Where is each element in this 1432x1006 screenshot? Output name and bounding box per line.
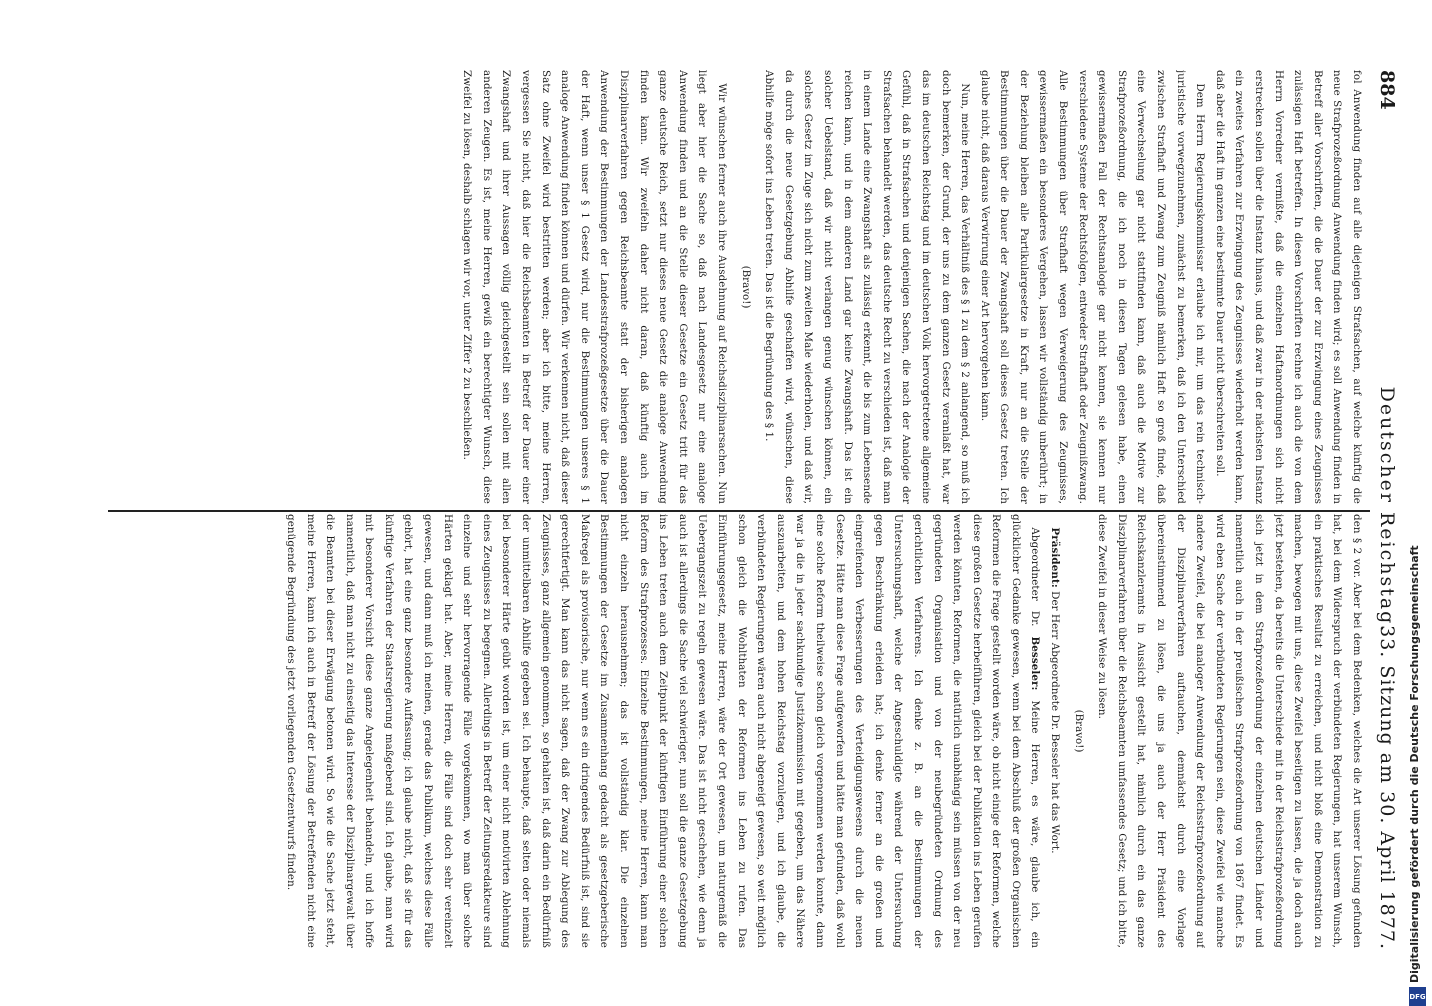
speech-paragraph <box>280 514 1044 948</box>
session-heading: 33. Sitzung am 30. April 1877. <box>1376 625 1398 950</box>
running-head <box>1374 70 1398 950</box>
paragraph: den § 2 vor. Aber bei dem Bedenken, welches die Art unserer Lösung gefunden hat, bei dem Widerspruch der verbündeten Regierungen, hat unserem Wunsch, ein praktisches Resultat zu erreichen, und nicht bloß eine Demonstration zu machen, bewogen mit uns, diese Zweifel beseitigen zu lassen, die ja doch auch jetzt bestehen, da bereits die Unterschiede mit in der Reichsstrafprozeßordnung sich jetzt in dem Strafprozeßordnung der einzelnen deutschen Länder und namentlich auch in der preußischen Strafprozeßordnung von 1867 findet. Es wird eben Sache der verbündeten Regierungen sein, diese Zweifel wie manche andere Zweifel, die bei analoger Anwendung der Reichsstrafprozeßordnung auf der Disziplinarverfahren auftauchen, demnächst durch eine Vorlage übereinstimmend zu lösen, die uns ja auch der Herr Präsident des Reichskanzleramts in Aussicht gestellt hat, nämlich durch ein das ganze Disziplinarverfahren über die Reichsbeamten umfassendes Gesetz; und ich bitte, diese Zweifel in dieser Weise zu lösen. <box>1096 514 1363 948</box>
applause-mark: (Bravo!) <box>739 265 752 309</box>
left-column <box>108 70 1366 504</box>
right-column <box>108 514 1366 948</box>
speech-text: Meine Herren, es wäre, glaube ich, ein glücklicher Gedanke gewesen, wenn bei dem Abschluß der großen Organischen Reformen die Frage gestellt worden wäre, ob nicht einige der Reformen, welche diese großen Gesetze herbeiführen, gleich bei der Publikation ins Leben gerufen werden könnten, Reformen, die natürlich unabhängig sein müssen von der neu gegründeten Organisation und von der neubegründeten Ordnung des gerichtlichen Verfahrens. Ich denke z. B. an die Bestimmungen der Untersuchungshaft, welche der Angeschuldigte während der Untersuchung gegen Beschränkung erleiden hat; ich denke ferner an die großen und eingreifenden Verbesserungen des Verteidigungswesens durch die neuen Gesetze. Hätte man diese Frage aufgeworfen und hätte man gefunden, daß wohl eine solche Reform theilweise schon gleich vorgenommen werden konnte, dann war ja die in jeder sachkundige Justizkommission mit gegeben, um das Nähere auszuarbeiten, und dem hohen Reichstag vorzulegen, und ich glaube, die verbündeten Regierungen wären auch nicht abgeneigt gewesen, so weit möglich schon gleich die Wohlthaten der Reformen ins Leben zu rufen. Das Einführungsgesetz, meine Herren, wäre der Ort gewesen, um naturgemäß die Uebergangszeit zu regeln gewesen wäre. Das ist nicht geschehen, wie denn ja auch ist allerdings die Sache viel schwieriger, nun soll die ganze Gesetzgebung ins Leben treten auch dem Zeitpunkt der künftigen Einführung einer solchen Reform des Strafprozesses. Einzelne Bestimmungen, meine Herren, kann man nicht einzeln herausnehmen; das ist vollständig klar. Die einzelnen Bestimmungen der Gesetze im Zusammenhang gedacht als gesetzgeberische Maßregel als provisorische, nur wenn es ein dringendes Bedürfniß ist, sind sie gerechtfertigt. Man kann das nicht sagen, daß der Zwang zur Ablegung des Zeugnisses, ganz allgemein genommen, so gehalten ist, daß darin ein Bedürfniß der unmittelbaren Abhilfe gegeben sei. Ich behaupte, daß selten oder niemals bei besonderer Härte geübt worden ist, um einer nicht motivirten Ablehnung eines Zeugnisses zu begegnen. Allerdings in Betreff der Zeitungsredakteure sind einzelne und sehr hervorragende Fälle vorgekommen, wo man über solche Härten geklagt hat. Aber, meine Herren, die Fälle sind doch sehr vereinzelt gewesen, und dann muß ich meinen, gerade das Publikum, welches diese Fälle gehört, hat eine ganz besondere Auffassung; ich glaube nicht, daß sie für das künftige Verfahren der Staatsregierung maßgebend sind. Ich glaube, man wird mit besonderer Vorsicht diese ganze Angelegenheit behandeln, und ich hoffe namentlich, daß man nicht zu einseitig das Interesse der Disziplinargewalt über die Beamten bei dieser Erwägung betonen wird. So wie die Sache jetzt steht, meine Herren, kann ich auch in Betreff der Lösung der Betreffenden nicht eine genügende Begründung des jetzt vorliegenden Gesetzentwurfs finden. <box>284 514 1042 948</box>
speaker-name: Besseler: <box>1029 636 1042 691</box>
paragraph: Nun, meine Herren, das Verhältniß des § 1 zu dem § 2 anlangend, so muß ich doch bemerken, der Grund, der uns zu dem ganzen Gesetz veranlaßt hat, war das im deutschen Reichstag und im deutschen Volk hervorgetretene allgemeine Gefühl, daß in Strafsachen und denjenigen Sachen, die nach der Analogie der Strafsachen behandelt werden, das deutsche Recht zu verschieden ist, daß man in einem Lande eine Zwangshaft als zulässig erkennt, die bis zum Lebensende reichen kann, und in dem anderen Land gar keine Zwangshaft. Das ist ein solcher Uebelstand, daß wir nicht verlangen genug wünschen können, ein solches Gesetz im Zuge sich nicht zum zweiten Male wiederholen, und daß wir, da durch die neue Gesetzgebung Abhilfe geschaffen wird, wünschen, diese Abhilfe möge sofort ins Leben treten. Das ist die Begründung des § 1. <box>763 70 972 504</box>
speaker-label: Präsident: <box>1049 527 1062 588</box>
publication-title: Deutscher Reichstag. <box>1376 386 1398 634</box>
digitization-credit <box>1406 20 1428 1000</box>
paragraph: fol Anwendung finden auf alle diejenigen Strafsachen, auf welche künftig die neue Strafprozeßordnung Anwendung finden wird; es soll Anwendung finden in Betreff aller Vorschriften, die die Dauer der zur Erzwingung eines Zeugnisses zulässigen Haft betreffen. In diesen Vorschriften rechne ich auch die von dem Herrn Vorredner vermißte, daß die einzelnen Haftanordnungen sich nicht erstrecken sollen über die Instanz hinaus, und daß zwar in der nächsten Instanz ein zweites Verfahren zur Erzwingung des Zeugnisses wiederholt werden kann, daß aber die Haft im ganzen eine bestimmte Dauer nicht überschreiten soll. <box>1213 70 1363 504</box>
credit-text: Digitalisierung gefördert durch die Deutsche Forschungsgemeinschaft <box>1408 545 1421 983</box>
column-divider <box>108 510 1370 512</box>
paragraph: Wir wünschen ferner auch ihre Ausdehnung auf Reichsdisziplinarsachen. Nun liegt aber hier die Sache so, daß nach Landesgesetz nur eine analoge Anwendung finden und an die Stelle dieser Gesetze ein Gesetz tritt für das ganze deutsche Reich, setzt nur dieses neue Gesetz die analoge Anwendung finden kann. Wir zweifeln daher nicht daran, daß künftig auch im Disziplinarverfahren gegen Reichsbeamte statt der bisherigen analogen Anwendung der Bestimmungen der Landesstrafprozeßgesetze über die Dauer der Haft, wenn unser § 1 Gesetz wird, nur die Bestimmungen unseres § 1 analoge Anwendung finden können und dürfen. Wir verkennen nicht, daß dieser Satz ohne Zweifel wird bestritten werden; aber ich bitte, meine Herren, vergessen Sie nicht, daß hier die Reichsbeamten in Betreff der Dauer einer Zwangshaft und ihrer Aussagen völlig gleichgestellt sein sollen mit allen anderen Zeugen. Es ist, meine Herren, gewiß ein berechtigter Wunsch, diese Zweifel zu lösen, deshalb schlagen wir vor, unter Ziffer 2 zu beschließen. <box>461 70 728 504</box>
paragraph: Dem Herrn Regierungskommissar erlaube ich mir, um das rein technisch-juristische vorwegzunehmen, zunächst zu bemerken, daß ich den Unterschied zwischen Strafhaft und Zwang zum Zeugniß nämlich Haft so groß finde, daß eine Verwechselung gar nicht stattfinden kann, daß auch die Motive zur Strafprozeßordnung, die ich noch in diesen Tagen gelesen habe, einen gewissermaßen Fall der Rechtsanalogie gar nicht kennen, sie kennen nur verschiedene Systeme der Rechtsfolgen, entweder Strafhaft oder Zeugnißzwang. Alle Bestimmungen über Strafhaft wegen Verweigerung des Zeugnisses, gewissermaßen ein besonderes Vergehen, lassen wir vollständig unberührt; in der Beziehung bleiben alle Partikulargesetze in Kraft, nur an die Stelle der Bestimmungen über die Dauer der Zwangshaft soll dieses Gesetz treten. Ich glaube nicht, daß daraus Verwirrung einer Art hervorgehen kann. <box>978 70 1207 504</box>
dfg-logo: DFG <box>1409 987 1426 1006</box>
applause-mark: (Bravo!) <box>1072 709 1085 753</box>
speaker-prefix: Abgeordneter Dr. <box>1029 527 1042 627</box>
president-statement <box>1045 514 1065 948</box>
statement-text: Der Herr Abgeordnete Dr. Besseler hat das Wort. <box>1049 591 1062 854</box>
page-number: 884 <box>1376 70 1398 110</box>
